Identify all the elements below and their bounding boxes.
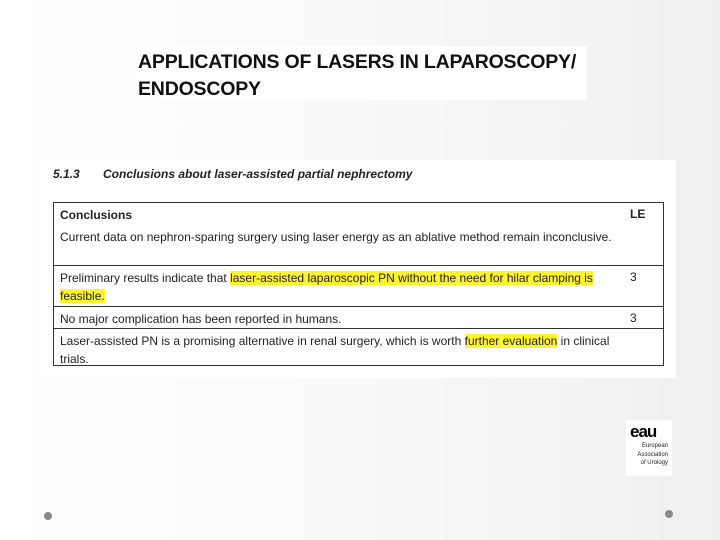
conclusion-text: [60, 332, 620, 368]
highlighted-text: laser-assisted laparoscopic PN without the need for hilar clamping is feasible.: [60, 271, 593, 303]
table-row: [54, 328, 663, 365]
slide-title-line-2: ENDOSCOPY: [138, 78, 261, 100]
column-header-le: LE: [630, 207, 646, 221]
logo-line: European: [641, 443, 668, 449]
conclusion-text: Current data on nephron-sparing surgery using laser energy as an ablative method remain inconclusive.: [60, 230, 612, 244]
slide-title: [132, 46, 587, 100]
nav-dot-icon: [665, 510, 673, 518]
section-number: 5.1.3: [53, 167, 80, 181]
highlighted-text: further evaluation: [464, 334, 558, 348]
conclusion-text-plain: Preliminary results indicate that: [60, 271, 231, 285]
conclusion-text: [60, 269, 620, 305]
eau-logo: [626, 420, 672, 476]
table-row: [54, 265, 663, 306]
level-of-evidence: 3: [630, 311, 637, 325]
logo-line: Association: [637, 451, 668, 458]
section-title: Conclusions about laser-assisted partial nephrectomy: [103, 167, 413, 181]
eau-logo-mark: eau: [630, 422, 657, 441]
conclusions-table: [53, 202, 664, 366]
table-row: [54, 203, 663, 265]
logo-line: of Urology: [640, 460, 668, 466]
nav-dot-icon: [44, 512, 52, 520]
conclusion-text: No major complication has been reported in humans.: [60, 312, 342, 326]
slide-title-line-1: APPLICATIONS OF LASERS IN LAPAROSCOPY/: [138, 51, 577, 73]
column-header-conclusions: Conclusions: [60, 208, 133, 222]
conclusion-text-plain: in clinical trials.: [60, 334, 610, 366]
eau-logo-text: [628, 442, 668, 468]
conclusion-text-plain: Laser-assisted PN is a promising alternative in renal surgery, which is worth: [60, 334, 465, 348]
level-of-evidence: 3: [630, 270, 637, 284]
table-row: [54, 306, 663, 328]
